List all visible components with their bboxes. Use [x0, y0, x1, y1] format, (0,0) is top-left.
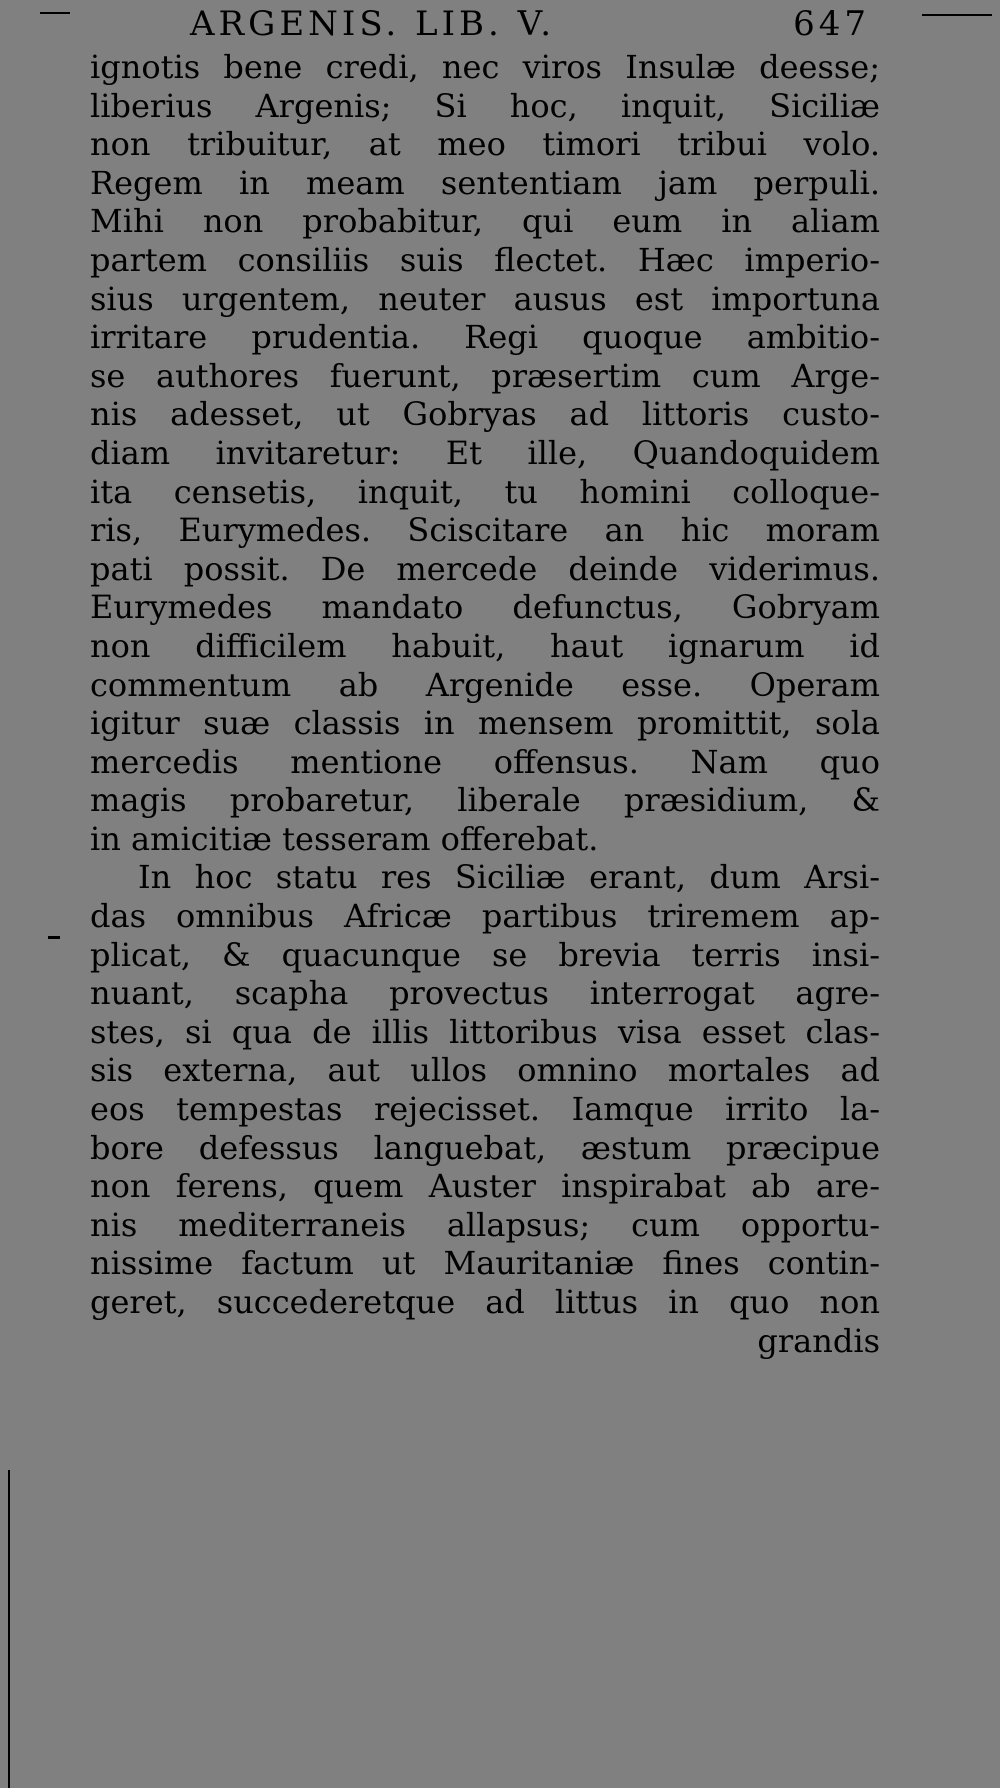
text-line: commentum ab Argenide esse. Operam	[90, 665, 880, 704]
text-line: nis mediterraneis allapsus; cum opportu-	[90, 1205, 880, 1244]
scan-mark	[40, 12, 70, 14]
text-line: mercedis mentione offensus. Nam quo	[90, 742, 880, 781]
text-line: stes, si qua de illis littoribus visa esset clas-	[90, 1012, 880, 1051]
paragraph	[90, 48, 880, 858]
text-line: non ferens, quem Auster inspirabat ab are-	[90, 1167, 880, 1206]
text-line: pati possit. De mercede deinde viderimus.	[90, 549, 880, 588]
text-line: non tribuitur, at meo timori tribui volo.	[90, 125, 880, 164]
text-line: ignotis bene credi, nec viros Insulæ deesse;	[90, 48, 880, 86]
text-line: igitur suæ classis in mensem promittit, sola	[90, 704, 880, 743]
text-line: partem consiliis suis flectet. Hæc imperio-	[90, 240, 880, 279]
page-edge-line	[8, 1470, 10, 1788]
text-line: ris, Eurymedes. Sciscitare an hic moram	[90, 511, 880, 550]
scan-mark	[922, 14, 992, 16]
catchword: grandis	[757, 1321, 880, 1360]
text-line: liberius Argenis; Si hoc, inquit, Siciliæ	[90, 86, 880, 125]
text-line: irritare prudentia. Regi quoque ambitio-	[90, 318, 880, 357]
text-line: bore defessus languebat, æstum præcipue	[90, 1128, 880, 1167]
text-line: nis adesset, ut Gobryas ad littoris custo-	[90, 395, 880, 434]
margin-mark	[48, 936, 60, 939]
text-line: se authores fuerunt, præsertim cum Arge-	[90, 356, 880, 395]
text-line: diam invitaretur: Et ille, Quandoquidem	[90, 433, 880, 472]
running-head: ARGENIS. LIB. V.	[190, 4, 556, 44]
text-line: Eurymedes mandato defunctus, Gobryam	[90, 588, 880, 627]
text-line: das omnibus Africæ partibus triremem ap-	[90, 897, 880, 936]
page-number: 647	[793, 4, 870, 44]
text-line: non difficilem habuit, haut ignarum id	[90, 626, 880, 665]
text-line: In hoc statu res Siciliæ erant, dum Arsi-	[138, 858, 880, 897]
text-line: eos tempestas rejecisset. Iamque irrito la-	[90, 1090, 880, 1129]
text-line: Regem in meam sententiam jam perpuli.	[90, 163, 880, 202]
page-header	[190, 4, 870, 44]
text-line: Mihi non probabitur, qui eum in aliam	[90, 202, 880, 241]
text-line: in amicitiæ tesseram offerebat.	[90, 819, 599, 858]
text-line: nissime factum ut Mauritaniæ fines contin-	[90, 1244, 880, 1283]
text-line: magis probaretur, liberale præsidium, &	[90, 781, 880, 820]
body-text	[90, 48, 880, 1360]
paragraph	[90, 858, 880, 1321]
text-line: sis externa, aut ullos omnino mortales ad	[90, 1051, 880, 1090]
text-line: ita censetis, inquit, tu homini colloque-	[90, 472, 880, 511]
text-line: plicat, & quacunque se brevia terris insi-	[90, 935, 880, 974]
text-line: nuant, scapha provectus interrogat agre-	[90, 974, 880, 1013]
text-line: sius urgentem, neuter ausus est importuna	[90, 279, 880, 318]
text-line: geret, succederetque ad littus in quo non	[90, 1283, 880, 1321]
